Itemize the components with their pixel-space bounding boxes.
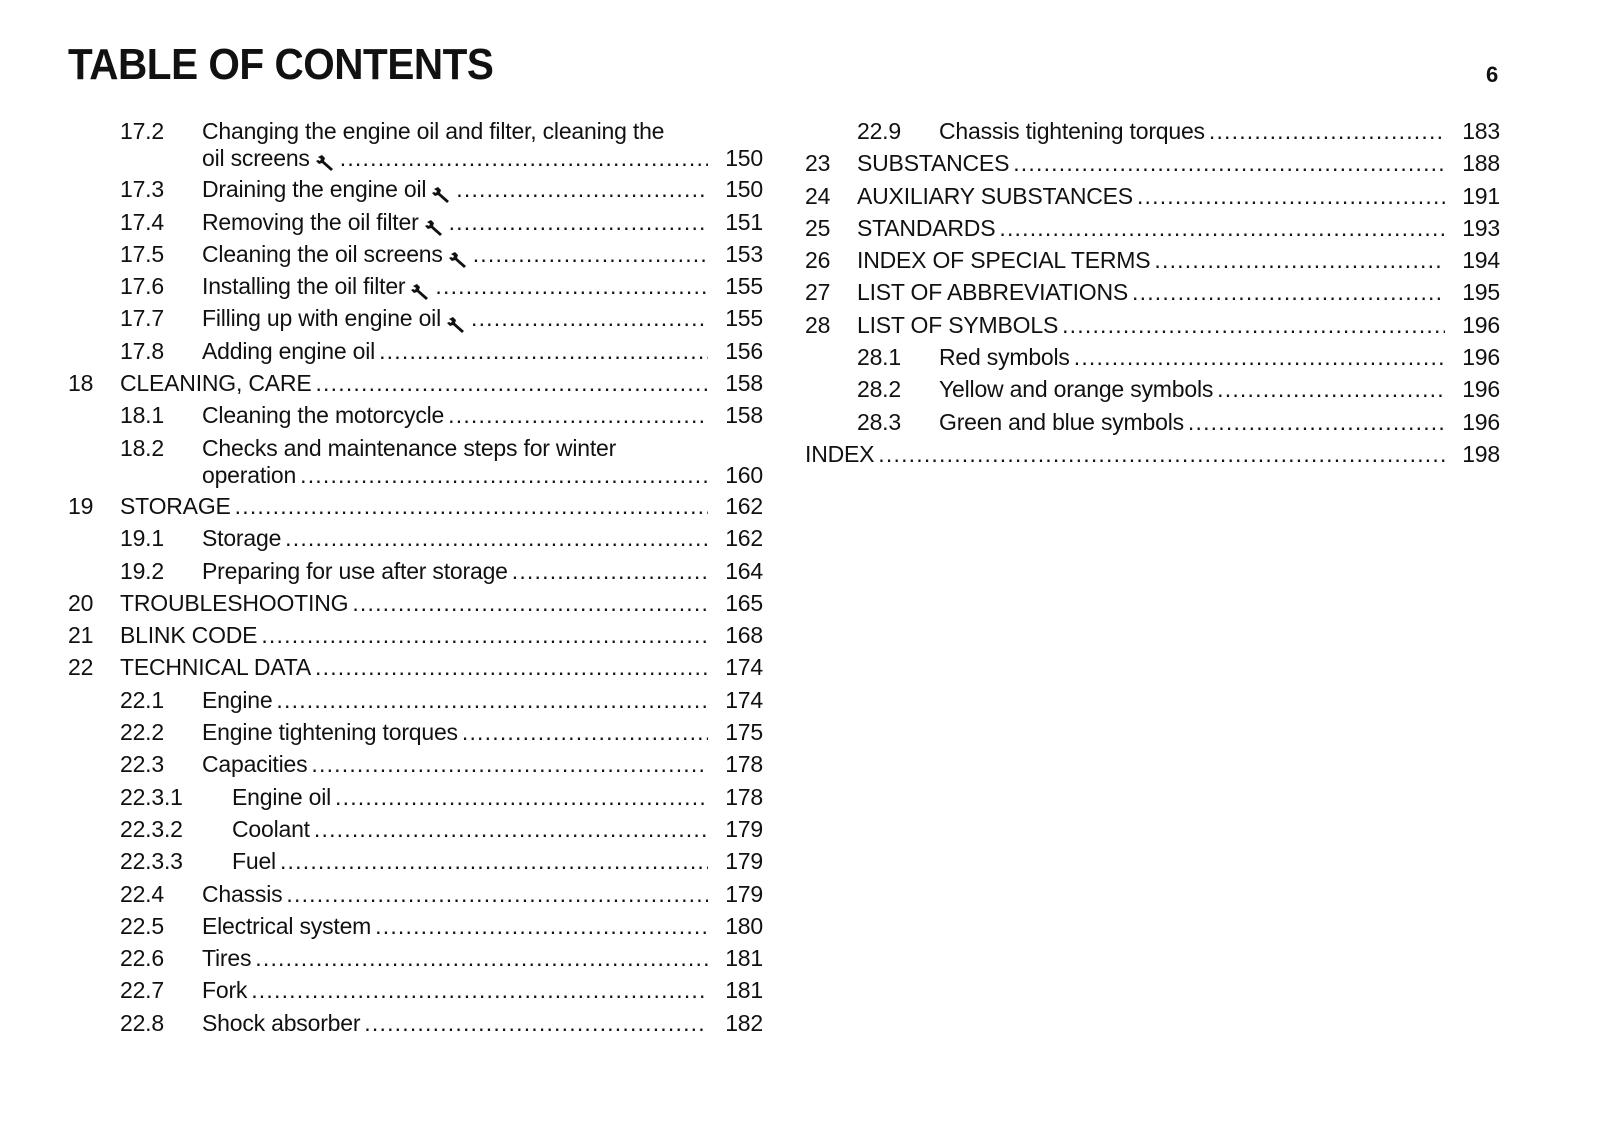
toc-entry-number: 17.7 [120, 305, 164, 332]
toc-entry-title: Yellow and orange symbols [939, 376, 1214, 403]
dot-leader [300, 461, 708, 490]
toc-entry[interactable] [805, 180, 1500, 212]
toc-entry-number: 17.6 [120, 273, 164, 300]
toc-entry[interactable] [68, 399, 763, 431]
toc-entry-title: Changing the engine oil and filter, cleaning the [202, 118, 665, 144]
dot-leader [379, 335, 708, 367]
toc-entry[interactable] [805, 309, 1500, 341]
toc-entry-title: Capacities [202, 751, 308, 778]
toc-entry-page: 181 [725, 945, 763, 972]
toc-entry-title: Removing the oil filter [202, 208, 419, 235]
toc-entry-number: 19 [68, 492, 94, 519]
toc-entry-page: 174 [725, 654, 763, 681]
dot-leader [364, 1007, 708, 1039]
toc-entry-page: 196 [1462, 408, 1500, 435]
toc-entry[interactable] [68, 555, 763, 587]
toc-entry-page: 151 [725, 208, 763, 235]
toc-entry-page: 182 [725, 1009, 763, 1036]
toc-entry-title: LIST OF ABBREVIATIONS [857, 279, 1129, 306]
toc-entry-number: 20 [68, 589, 94, 616]
dot-leader [255, 942, 708, 974]
toc-entry[interactable] [68, 335, 763, 367]
toc-entry-title: INDEX OF SPECIAL TERMS [857, 247, 1151, 274]
toc-entry-page: 168 [725, 622, 763, 649]
toc-entry-page: 178 [725, 783, 763, 810]
toc-entry-title: Engine oil [232, 783, 332, 810]
toc-entry-number: 26 [805, 247, 831, 274]
toc-entry[interactable] [68, 173, 763, 205]
dot-leader [352, 587, 708, 619]
toc-entry[interactable] [805, 373, 1500, 405]
toc-entry[interactable] [805, 341, 1500, 373]
toc-entry-title: Storage [202, 525, 282, 552]
toc-entry-number: 18 [68, 370, 94, 397]
dot-leader [315, 651, 708, 683]
toc-entry-title: Green and blue symbols [939, 408, 1184, 435]
toc-entry-page: 162 [725, 525, 763, 552]
toc-entry-page: 195 [1462, 279, 1500, 306]
toc-entry-number: 21 [68, 622, 94, 649]
dot-leader [251, 974, 708, 1006]
toc-entry-page: 191 [1462, 182, 1500, 209]
toc-entry[interactable] [68, 238, 763, 270]
toc-entry-page: 156 [725, 337, 763, 364]
toc-entry[interactable] [68, 302, 763, 334]
dot-leader [315, 367, 708, 399]
toc-entry[interactable] [68, 910, 763, 942]
dot-leader [1132, 276, 1445, 308]
toc-entry[interactable] [68, 845, 763, 877]
dot-leader [1137, 180, 1445, 212]
toc-entry-number: 22.3.2 [120, 815, 183, 842]
dot-leader [471, 302, 708, 334]
toc-entry-page: 165 [725, 589, 763, 616]
wrench-icon [449, 245, 469, 263]
toc-entry-number: 18.1 [120, 402, 164, 429]
wrench-icon [411, 277, 431, 295]
toc-entry[interactable] [68, 651, 763, 683]
toc-entry-title: STANDARDS [857, 214, 996, 241]
toc-entry-number: 22.3.1 [120, 783, 183, 810]
toc-entry-number: 22.3 [120, 751, 164, 778]
toc-entry-page: 179 [725, 815, 763, 842]
toc-entry-number: 19.2 [120, 557, 164, 584]
toc-entry-title: Draining the engine oil [202, 176, 427, 203]
toc-entry-title: SUBSTANCES [857, 150, 1010, 177]
page-title: TABLE OF CONTENTS [68, 40, 494, 89]
wrench-icon [447, 310, 467, 328]
dot-leader [1209, 115, 1445, 147]
toc-entry-number: 24 [805, 182, 831, 209]
dot-leader [1074, 341, 1445, 373]
toc-entry-title: Coolant [232, 815, 310, 842]
toc-entry-page: 180 [725, 912, 763, 939]
toc-entry[interactable] [68, 432, 763, 490]
toc-entry[interactable] [68, 587, 763, 619]
dot-leader [261, 619, 708, 651]
toc-entry-title: Checks and maintenance steps for winter [202, 434, 617, 461]
toc-entry-number: 22.2 [120, 719, 164, 746]
toc-entry-page: 164 [725, 557, 763, 584]
toc-entry-number: 22.6 [120, 945, 164, 972]
dot-leader [375, 910, 708, 942]
toc-entry-number: 22.5 [120, 912, 164, 939]
toc-entry[interactable] [805, 244, 1500, 276]
toc-entry-title: AUXILIARY SUBSTANCES [857, 182, 1133, 209]
toc-entry[interactable] [68, 115, 763, 173]
toc-entry-number: 17.4 [120, 208, 164, 235]
toc-entry-page: 183 [1462, 118, 1500, 144]
toc-entry-page: 179 [725, 848, 763, 875]
toc-entry-title: Installing the oil filter [202, 273, 406, 300]
toc-entry-title: INDEX [805, 440, 875, 467]
toc-entry[interactable] [68, 716, 763, 748]
toc-entry[interactable] [68, 781, 763, 813]
toc-entry-page: 188 [1462, 150, 1500, 177]
toc-entry-number: 27 [805, 279, 831, 306]
toc-entry-title: Shock absorber [202, 1009, 361, 1036]
toc-entry-number: 22.4 [120, 880, 164, 907]
toc-entry-number: 22.9 [857, 118, 901, 144]
toc-entry[interactable] [68, 1007, 763, 1039]
dot-leader [276, 684, 708, 716]
toc-entry-title: Fuel [232, 848, 276, 875]
toc-entry-page: 155 [725, 305, 763, 332]
toc-entry-number: 22.8 [120, 1009, 164, 1036]
toc-entry-page: 153 [725, 240, 763, 267]
dot-leader [878, 438, 1445, 470]
page-number: 6 [1486, 62, 1499, 87]
toc-entry-title: BLINK CODE [120, 622, 258, 649]
toc-entry-page: 196 [1462, 376, 1500, 403]
dot-leader [314, 813, 708, 845]
toc-entry-title: Chassis [202, 880, 283, 907]
dot-leader [462, 716, 708, 748]
toc-entry-title: TROUBLESHOOTING [120, 589, 349, 616]
toc-entry[interactable] [68, 942, 763, 974]
toc-left-column [68, 115, 763, 1039]
toc-entry[interactable] [68, 619, 763, 651]
toc-entry-number: 17.8 [120, 337, 164, 364]
dot-leader [449, 206, 708, 238]
toc-entry-page: 196 [1462, 311, 1500, 338]
toc-entry-number: 28.3 [857, 408, 901, 435]
toc-entry-number: 22.7 [120, 977, 164, 1004]
toc-entry[interactable] [68, 206, 763, 238]
dot-leader [512, 555, 708, 587]
toc-entry[interactable] [68, 270, 763, 302]
toc-entry-number: 28.2 [857, 376, 901, 403]
dot-leader [1154, 244, 1445, 276]
dot-leader [473, 238, 708, 270]
toc-entry-page: 160 [725, 461, 763, 488]
toc-entry[interactable] [805, 438, 1500, 470]
dot-leader [235, 490, 708, 522]
toc-entry-number: 25 [805, 214, 831, 241]
toc-entry-title: Cleaning the oil screens [202, 240, 443, 267]
toc-entry-title: Engine tightening torques [202, 719, 458, 746]
toc-entry-title: operation [202, 461, 297, 488]
toc-entry[interactable] [805, 115, 1500, 147]
toc-entry[interactable] [68, 813, 763, 845]
dot-leader [448, 399, 708, 431]
toc-entry-number: 17.5 [120, 240, 164, 267]
toc-entry-page: 158 [725, 370, 763, 397]
toc-entry-page: 198 [1462, 440, 1500, 467]
toc-entry-number: 28.1 [857, 344, 901, 371]
dot-leader [1062, 309, 1445, 341]
toc-entry-title: Cleaning the motorcycle [202, 402, 445, 429]
toc-entry-page: 179 [725, 880, 763, 907]
toc-entry-title: Red symbols [939, 344, 1070, 371]
toc-entry[interactable] [805, 406, 1500, 438]
toc-entry[interactable] [805, 147, 1500, 179]
toc-entry-page: 174 [725, 686, 763, 713]
toc-entry-page: 162 [725, 492, 763, 519]
toc-entry-page: 155 [725, 273, 763, 300]
toc-entry[interactable] [68, 748, 763, 780]
toc-entry-title: CLEANING, CARE [120, 370, 312, 397]
toc-entry-title: Electrical system [202, 912, 372, 939]
toc-entry-number: 22 [68, 654, 94, 681]
toc-entry-title: oil screens [202, 145, 310, 172]
toc-entry-title: STORAGE [120, 492, 231, 519]
toc-entry-number: 28 [805, 311, 831, 338]
toc-right-column [805, 115, 1500, 470]
toc-entry-page: 158 [725, 402, 763, 429]
toc-entry-page: 193 [1462, 214, 1500, 241]
dot-leader [1188, 406, 1445, 438]
dot-leader [285, 522, 708, 554]
dot-leader [340, 144, 708, 173]
toc-entry-title: Filling up with engine oil [202, 305, 441, 332]
toc-entry-number: 17.3 [120, 176, 164, 203]
toc-entry-number: 22.3.3 [120, 848, 183, 875]
dot-leader [335, 781, 708, 813]
toc-entry-title: Chassis tightening torques [939, 118, 1205, 144]
toc-entry-number: 18.2 [120, 434, 164, 461]
wrench-icon [432, 180, 452, 198]
toc-entry-number: 22.1 [120, 686, 164, 713]
toc-entry-page: 181 [725, 977, 763, 1004]
toc-entry-number: 23 [805, 150, 831, 177]
wrench-icon [425, 213, 445, 231]
dot-leader [311, 748, 708, 780]
toc-entry-title: Preparing for use after storage [202, 557, 508, 584]
dot-leader [280, 845, 708, 877]
dot-leader [1013, 147, 1445, 179]
toc-entry-page: 194 [1462, 247, 1500, 274]
toc-entry-number: 17.2 [120, 118, 164, 144]
toc-entry[interactable] [68, 522, 763, 554]
toc-entry[interactable] [68, 684, 763, 716]
toc-entry[interactable] [68, 490, 763, 522]
toc-entry-number: 19.1 [120, 525, 164, 552]
dot-leader [286, 878, 708, 910]
toc-entry-title: Tires [202, 945, 252, 972]
wrench-icon [316, 150, 336, 168]
toc-entry[interactable] [68, 878, 763, 910]
toc-entry-page: 196 [1462, 344, 1500, 371]
dot-leader [999, 212, 1445, 244]
toc-entry-page: 150 [725, 176, 763, 203]
toc-entry-page: 175 [725, 719, 763, 746]
toc-entry[interactable] [68, 974, 763, 1006]
dot-leader [435, 270, 708, 302]
toc-entry-page: 178 [725, 751, 763, 778]
toc-entry-page: 150 [725, 145, 763, 172]
toc-entry-title: Adding engine oil [202, 337, 376, 364]
toc-entry-title: Fork [202, 977, 248, 1004]
toc-entry[interactable] [68, 367, 763, 399]
toc-entry[interactable] [805, 276, 1500, 308]
toc-entry-title: TECHNICAL DATA [120, 654, 312, 681]
toc-entry-title: Engine [202, 686, 273, 713]
dot-leader [1217, 373, 1445, 405]
toc-entry[interactable] [805, 212, 1500, 244]
dot-leader [456, 173, 708, 205]
toc-entry-title: LIST OF SYMBOLS [857, 311, 1059, 338]
